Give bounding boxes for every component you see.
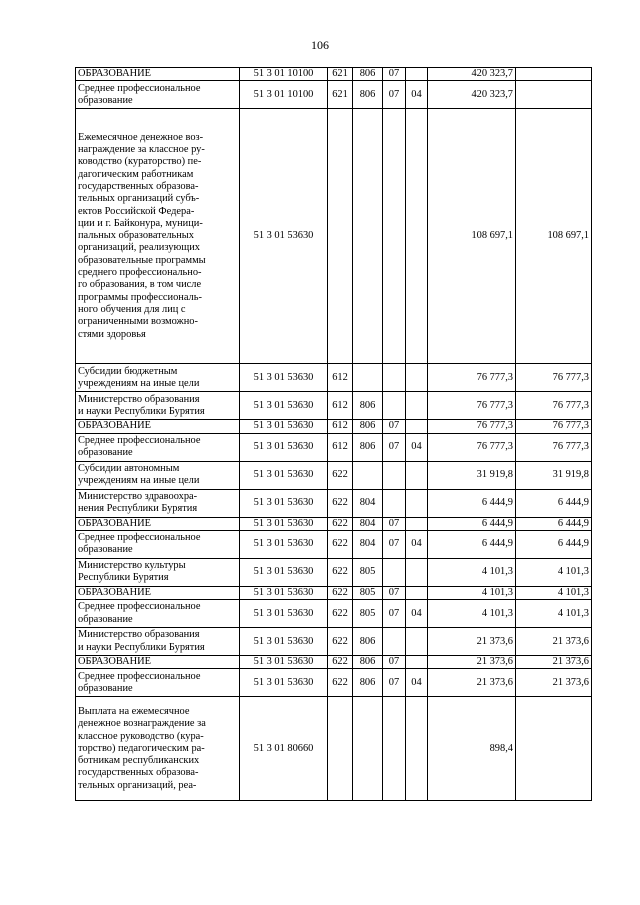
subsection-code-cell xyxy=(406,656,428,669)
federal-amount-cell xyxy=(516,68,592,81)
subsection-code-cell xyxy=(406,489,428,517)
administrator-code-cell: 806 xyxy=(353,669,383,697)
administrator-code-cell: 806 xyxy=(353,68,383,81)
administrator-code-cell: 805 xyxy=(353,600,383,628)
row-name-cell: Министерство культуры Республики Бурятия xyxy=(76,558,240,586)
row-name-cell: Среднее профессиональное образование xyxy=(76,669,240,697)
target-article-code-cell: 51 3 01 53630 xyxy=(240,489,328,517)
target-article-code-cell: 51 3 01 53630 xyxy=(240,530,328,558)
administrator-code-cell xyxy=(353,364,383,392)
administrator-code-cell: 805 xyxy=(353,558,383,586)
expense-type-cell: 612 xyxy=(328,364,353,392)
table-row xyxy=(76,364,592,392)
federal-amount-cell: 6 444,9 xyxy=(516,489,592,517)
row-name-cell: Субсидии автономным учреждениям на иные цели xyxy=(76,461,240,489)
administrator-code-cell: 806 xyxy=(353,420,383,433)
section-code-cell xyxy=(383,628,406,656)
amount-cell: 420 323,7 xyxy=(428,68,516,81)
administrator-code-cell: 804 xyxy=(353,530,383,558)
amount-cell: 31 919,8 xyxy=(428,461,516,489)
subsection-code-cell xyxy=(406,392,428,420)
amount-cell: 108 697,1 xyxy=(428,109,516,364)
section-code-cell: 07 xyxy=(383,81,406,109)
amount-cell: 76 777,3 xyxy=(428,433,516,461)
section-code-cell: 07 xyxy=(383,68,406,81)
budget-table xyxy=(75,67,592,801)
subsection-code-cell xyxy=(406,586,428,599)
table-row xyxy=(76,392,592,420)
subsection-code-cell xyxy=(406,461,428,489)
row-name-cell: ОБРАЗОВАНИЕ xyxy=(76,68,240,81)
table-row xyxy=(76,461,592,489)
federal-amount-cell: 31 919,8 xyxy=(516,461,592,489)
row-name-cell: Министерство образования и науки Республики Бурятия xyxy=(76,628,240,656)
table-row xyxy=(76,586,592,599)
federal-amount-cell: 21 373,6 xyxy=(516,628,592,656)
table-row xyxy=(76,600,592,628)
target-article-code-cell: 51 3 01 53630 xyxy=(240,392,328,420)
section-code-cell: 07 xyxy=(383,600,406,628)
table-row xyxy=(76,420,592,433)
target-article-code-cell: 51 3 01 53630 xyxy=(240,628,328,656)
target-article-code-cell: 51 3 01 53630 xyxy=(240,433,328,461)
amount-cell: 420 323,7 xyxy=(428,81,516,109)
expense-type-cell: 622 xyxy=(328,586,353,599)
administrator-code-cell: 806 xyxy=(353,656,383,669)
target-article-code-cell: 51 3 01 80660 xyxy=(240,697,328,801)
federal-amount-cell: 76 777,3 xyxy=(516,433,592,461)
federal-amount-cell: 6 444,9 xyxy=(516,530,592,558)
target-article-code-cell: 51 3 01 53630 xyxy=(240,461,328,489)
amount-cell: 21 373,6 xyxy=(428,669,516,697)
row-name-cell: Выплата на ежемесячное денежное вознаграждение за классное руководство (кура- торство) педагогическим ра- ботникам республиканских государственных образова- тельных организаций, реа- xyxy=(76,697,240,801)
table-row xyxy=(76,530,592,558)
federal-amount-cell xyxy=(516,697,592,801)
section-code-cell xyxy=(383,489,406,517)
administrator-code-cell xyxy=(353,461,383,489)
section-code-cell xyxy=(383,392,406,420)
expense-type-cell: 612 xyxy=(328,420,353,433)
expense-type-cell: 622 xyxy=(328,489,353,517)
target-article-code-cell: 51 3 01 10100 xyxy=(240,81,328,109)
subsection-code-cell: 04 xyxy=(406,530,428,558)
federal-amount-cell: 108 697,1 xyxy=(516,109,592,364)
federal-amount-cell: 4 101,3 xyxy=(516,586,592,599)
amount-cell: 4 101,3 xyxy=(428,586,516,599)
subsection-code-cell xyxy=(406,420,428,433)
federal-amount-cell: 21 373,6 xyxy=(516,669,592,697)
target-article-code-cell: 51 3 01 53630 xyxy=(240,669,328,697)
section-code-cell: 07 xyxy=(383,517,406,530)
table-row xyxy=(76,628,592,656)
subsection-code-cell: 04 xyxy=(406,669,428,697)
section-code-cell xyxy=(383,364,406,392)
expense-type-cell: 622 xyxy=(328,530,353,558)
target-article-code-cell: 51 3 01 53630 xyxy=(240,600,328,628)
target-article-code-cell: 51 3 01 53630 xyxy=(240,558,328,586)
administrator-code-cell: 806 xyxy=(353,433,383,461)
federal-amount-cell: 4 101,3 xyxy=(516,558,592,586)
row-name-cell: Ежемесячное денежное воз- награждение за классное ру- ководство (кураторство) пе- дагогическим работникам государственных образова- тельных организаций субъ- ектов Российской Федера- ции и г. Байконура, муници- пальных образовательных организаций, реализующих образовательные программы среднего профессионально- го образования, в том числе программы профессиональ- ного обучения для лиц с ограниченными возможно- стями здоровья xyxy=(76,109,240,364)
table-row xyxy=(76,81,592,109)
section-code-cell xyxy=(383,461,406,489)
federal-amount-cell: 4 101,3 xyxy=(516,600,592,628)
administrator-code-cell: 806 xyxy=(353,392,383,420)
subsection-code-cell xyxy=(406,558,428,586)
expense-type-cell: 621 xyxy=(328,81,353,109)
subsection-code-cell xyxy=(406,628,428,656)
section-code-cell: 07 xyxy=(383,586,406,599)
table-row xyxy=(76,656,592,669)
amount-cell: 21 373,6 xyxy=(428,656,516,669)
expense-type-cell: 612 xyxy=(328,433,353,461)
section-code-cell: 07 xyxy=(383,530,406,558)
row-name-cell: Министерство здравоохра- нения Республики Бурятия xyxy=(76,489,240,517)
row-name-cell: Среднее профессиональное образование xyxy=(76,600,240,628)
amount-cell: 6 444,9 xyxy=(428,489,516,517)
amount-cell: 4 101,3 xyxy=(428,600,516,628)
table-row xyxy=(76,558,592,586)
table-row xyxy=(76,109,592,364)
administrator-code-cell: 806 xyxy=(353,628,383,656)
subsection-code-cell xyxy=(406,517,428,530)
section-code-cell: 07 xyxy=(383,669,406,697)
federal-amount-cell xyxy=(516,81,592,109)
section-code-cell: 07 xyxy=(383,420,406,433)
subsection-code-cell: 04 xyxy=(406,433,428,461)
amount-cell: 76 777,3 xyxy=(428,420,516,433)
target-article-code-cell: 51 3 01 53630 xyxy=(240,656,328,669)
amount-cell: 76 777,3 xyxy=(428,392,516,420)
target-article-code-cell: 51 3 01 53630 xyxy=(240,364,328,392)
expense-type-cell: 622 xyxy=(328,558,353,586)
expense-type-cell: 622 xyxy=(328,517,353,530)
expense-type-cell: 622 xyxy=(328,656,353,669)
table-row xyxy=(76,68,592,81)
federal-amount-cell: 76 777,3 xyxy=(516,364,592,392)
section-code-cell xyxy=(383,109,406,364)
table-row xyxy=(76,669,592,697)
expense-type-cell: 612 xyxy=(328,392,353,420)
federal-amount-cell: 76 777,3 xyxy=(516,392,592,420)
section-code-cell: 07 xyxy=(383,656,406,669)
subsection-code-cell xyxy=(406,109,428,364)
amount-cell: 76 777,3 xyxy=(428,364,516,392)
amount-cell: 6 444,9 xyxy=(428,517,516,530)
row-name-cell: ОБРАЗОВАНИЕ xyxy=(76,420,240,433)
subsection-code-cell: 04 xyxy=(406,81,428,109)
expense-type-cell: 622 xyxy=(328,669,353,697)
target-article-code-cell: 51 3 01 53630 xyxy=(240,586,328,599)
target-article-code-cell: 51 3 01 53630 xyxy=(240,109,328,364)
table-row xyxy=(76,433,592,461)
expense-type-cell: 622 xyxy=(328,600,353,628)
federal-amount-cell: 21 373,6 xyxy=(516,656,592,669)
row-name-cell: ОБРАЗОВАНИЕ xyxy=(76,656,240,669)
row-name-cell: Субсидии бюджетным учреждениям на иные цели xyxy=(76,364,240,392)
expense-type-cell: 622 xyxy=(328,461,353,489)
subsection-code-cell: 04 xyxy=(406,600,428,628)
administrator-code-cell xyxy=(353,697,383,801)
target-article-code-cell: 51 3 01 10100 xyxy=(240,68,328,81)
amount-cell: 6 444,9 xyxy=(428,530,516,558)
federal-amount-cell: 76 777,3 xyxy=(516,420,592,433)
row-name-cell: Среднее профессиональное образование xyxy=(76,81,240,109)
amount-cell: 898,4 xyxy=(428,697,516,801)
subsection-code-cell xyxy=(406,364,428,392)
page-number: 106 xyxy=(311,38,329,52)
expense-type-cell: 622 xyxy=(328,628,353,656)
amount-cell: 4 101,3 xyxy=(428,558,516,586)
amount-cell: 21 373,6 xyxy=(428,628,516,656)
federal-amount-cell: 6 444,9 xyxy=(516,517,592,530)
table-row xyxy=(76,697,592,801)
target-article-code-cell: 51 3 01 53630 xyxy=(240,517,328,530)
expense-type-cell xyxy=(328,109,353,364)
row-name-cell: Среднее профессиональное образование xyxy=(76,530,240,558)
section-code-cell: 07 xyxy=(383,433,406,461)
row-name-cell: Среднее профессиональное образование xyxy=(76,433,240,461)
target-article-code-cell: 51 3 01 53630 xyxy=(240,420,328,433)
administrator-code-cell xyxy=(353,109,383,364)
row-name-cell: ОБРАЗОВАНИЕ xyxy=(76,586,240,599)
administrator-code-cell: 805 xyxy=(353,586,383,599)
section-code-cell xyxy=(383,697,406,801)
expense-type-cell: 621 xyxy=(328,68,353,81)
expense-type-cell xyxy=(328,697,353,801)
section-code-cell xyxy=(383,558,406,586)
subsection-code-cell xyxy=(406,697,428,801)
administrator-code-cell: 804 xyxy=(353,517,383,530)
table-row xyxy=(76,489,592,517)
administrator-code-cell: 804 xyxy=(353,489,383,517)
administrator-code-cell: 806 xyxy=(353,81,383,109)
table-body xyxy=(76,68,592,801)
table-row xyxy=(76,517,592,530)
row-name-cell: Министерство образования и науки Республики Бурятия xyxy=(76,392,240,420)
subsection-code-cell xyxy=(406,68,428,81)
row-name-cell: ОБРАЗОВАНИЕ xyxy=(76,517,240,530)
